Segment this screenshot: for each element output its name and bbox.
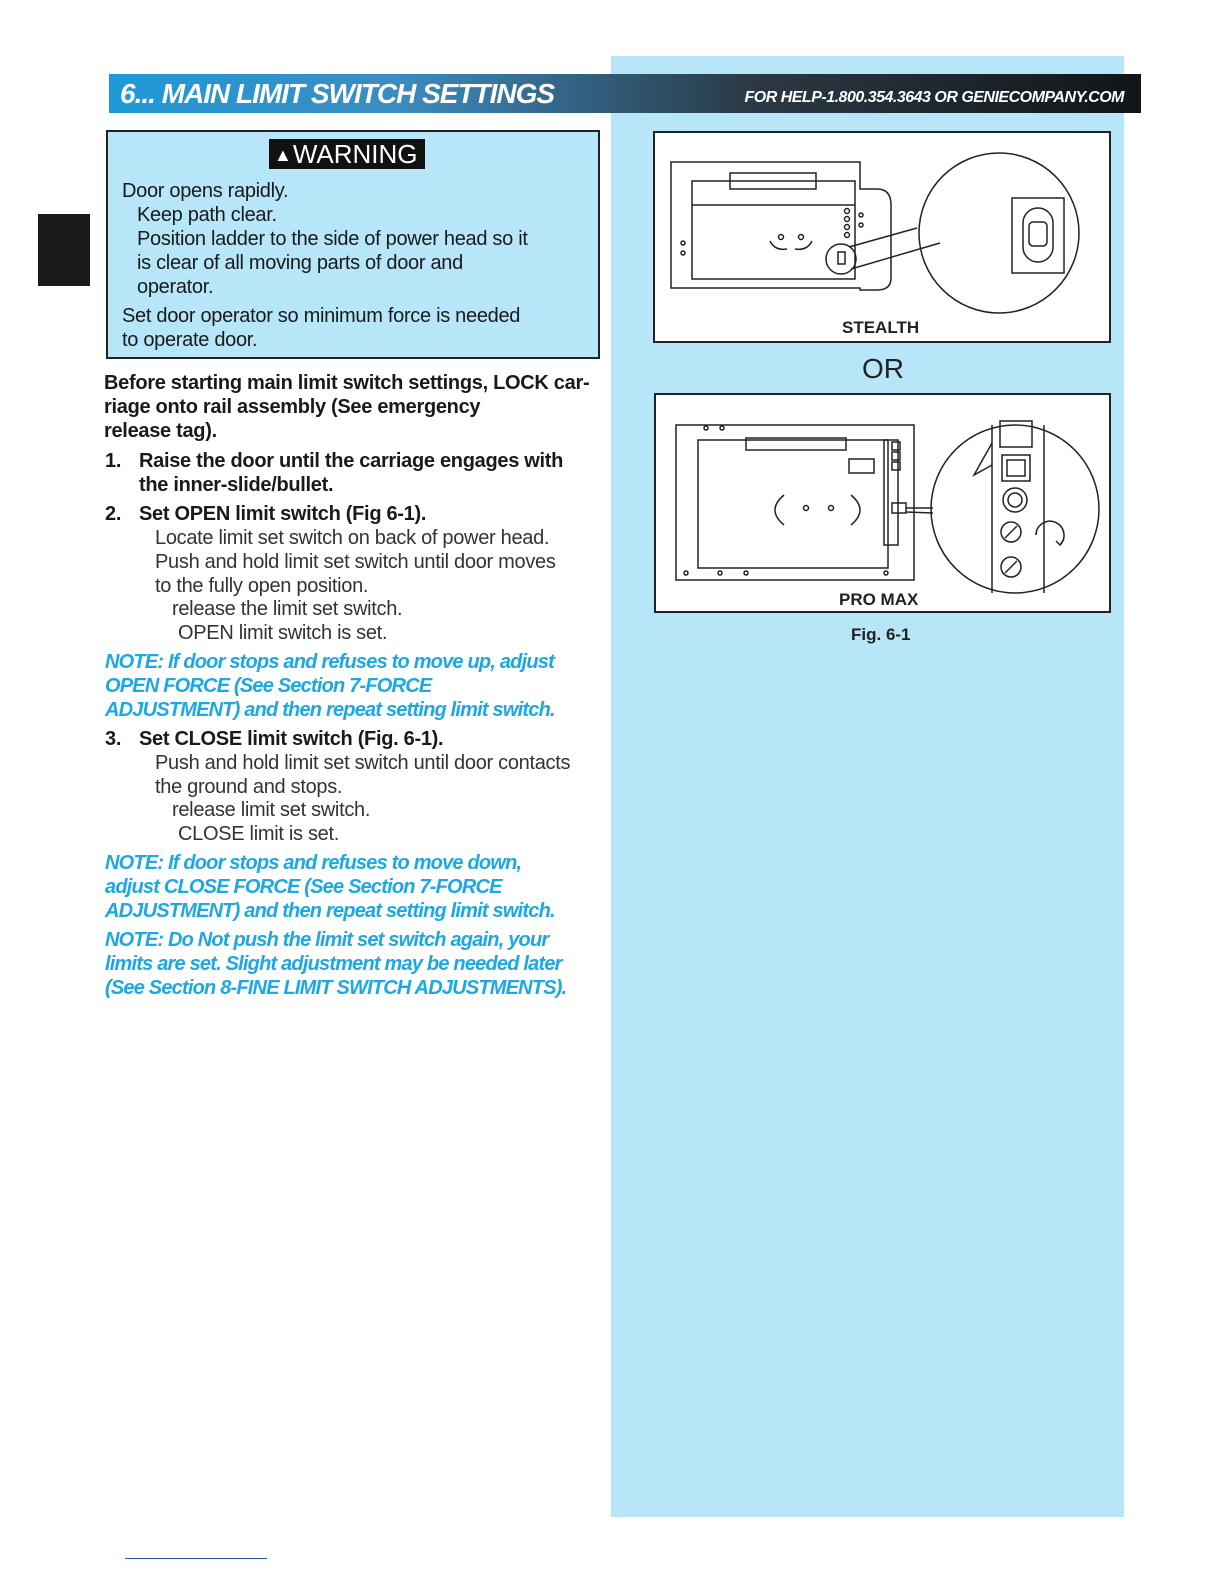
- step-number: 2.: [105, 503, 122, 525]
- chapter-tab: [38, 214, 90, 286]
- warning-triangle-icon: ▲: [274, 145, 292, 165]
- warning-line: Door opens rapidly.: [122, 180, 289, 202]
- note2-line: NOTE: If door stops and refuses to move down,: [105, 852, 522, 874]
- note3-line: NOTE: Do Not push the limit set switch again, your: [105, 929, 549, 951]
- or-label: OR: [862, 353, 904, 384]
- step3-line: Push and hold limit set switch until door contacts: [155, 752, 571, 774]
- help-line: FOR HELP-1.800.354.3643 OR GENIECOMPANY.COM: [744, 89, 1124, 106]
- step-number: 3.: [105, 728, 122, 750]
- note3-line: (See Section 8-FINE LIMIT SWITCH ADJUSTMENTS).: [105, 977, 567, 999]
- warning-badge-label: WARNING: [292, 139, 418, 169]
- intro-line: Before starting main limit switch settings, LOCK car-: [104, 372, 590, 394]
- note1-line: OPEN FORCE (See Section 7-FORCE: [105, 675, 432, 697]
- figure-caption: Fig. 6-1: [851, 625, 911, 644]
- warning-box: [106, 130, 600, 359]
- intro-line: riage onto rail assembly (See emergency: [104, 396, 481, 418]
- warning-line: Position ladder to the side of power head so it: [137, 228, 528, 250]
- promax-figure: [654, 393, 1111, 613]
- step3-heading: Set CLOSE limit switch (Fig. 6-1).: [139, 728, 444, 750]
- stealth-drawing: [655, 133, 1109, 341]
- step2-line: to the fully open position.: [155, 575, 369, 597]
- step2-heading: Set OPEN limit switch (Fig 6-1).: [139, 503, 427, 525]
- note1-line: NOTE: If door stops and refuses to move up, adjust: [105, 651, 554, 673]
- intro-line: release tag).: [104, 420, 217, 442]
- warning-line: Keep path clear.: [137, 204, 277, 226]
- step3-line: the ground and stops.: [155, 776, 343, 798]
- note2-line: adjust CLOSE FORCE (See Section 7-FORCE: [105, 876, 502, 898]
- note2-line: ADJUSTMENT) and then repeat setting limit switch.: [105, 900, 555, 922]
- note3-line: limits are set. Slight adjustment may be needed later: [105, 953, 562, 975]
- step1-line: the inner-slide/bullet.: [139, 474, 334, 496]
- note1-line: ADJUSTMENT) and then repeat setting limit switch.: [105, 699, 555, 721]
- step3-release: release limit set switch.: [172, 799, 371, 821]
- stealth-figure: [653, 131, 1111, 343]
- warning-line: Set door operator so minimum force is needed: [122, 305, 521, 327]
- warning-line: is clear of all moving parts of door and: [137, 252, 463, 274]
- step2-line: Locate limit set switch on back of power head.: [155, 527, 550, 549]
- step3-done: CLOSE limit is set.: [178, 823, 339, 845]
- step1-line: Raise the door until the carriage engages with: [139, 450, 564, 472]
- step2-release: release the limit set switch.: [172, 598, 403, 620]
- step2-line: Push and hold limit set switch until door moves: [155, 551, 556, 573]
- footer-rule: [125, 1558, 267, 1559]
- warning-line: operator.: [137, 276, 214, 298]
- step2-done: OPEN limit switch is set.: [178, 622, 388, 644]
- warning-line: to operate door.: [122, 329, 258, 351]
- warning-badge: [269, 139, 425, 169]
- section-title: 6... MAIN LIMIT SWITCH SETTINGS: [120, 78, 555, 109]
- promax-drawing: [656, 395, 1109, 611]
- promax-label: PRO MAX: [839, 590, 919, 609]
- stealth-label: STEALTH: [842, 318, 920, 337]
- step-number: 1.: [105, 450, 122, 472]
